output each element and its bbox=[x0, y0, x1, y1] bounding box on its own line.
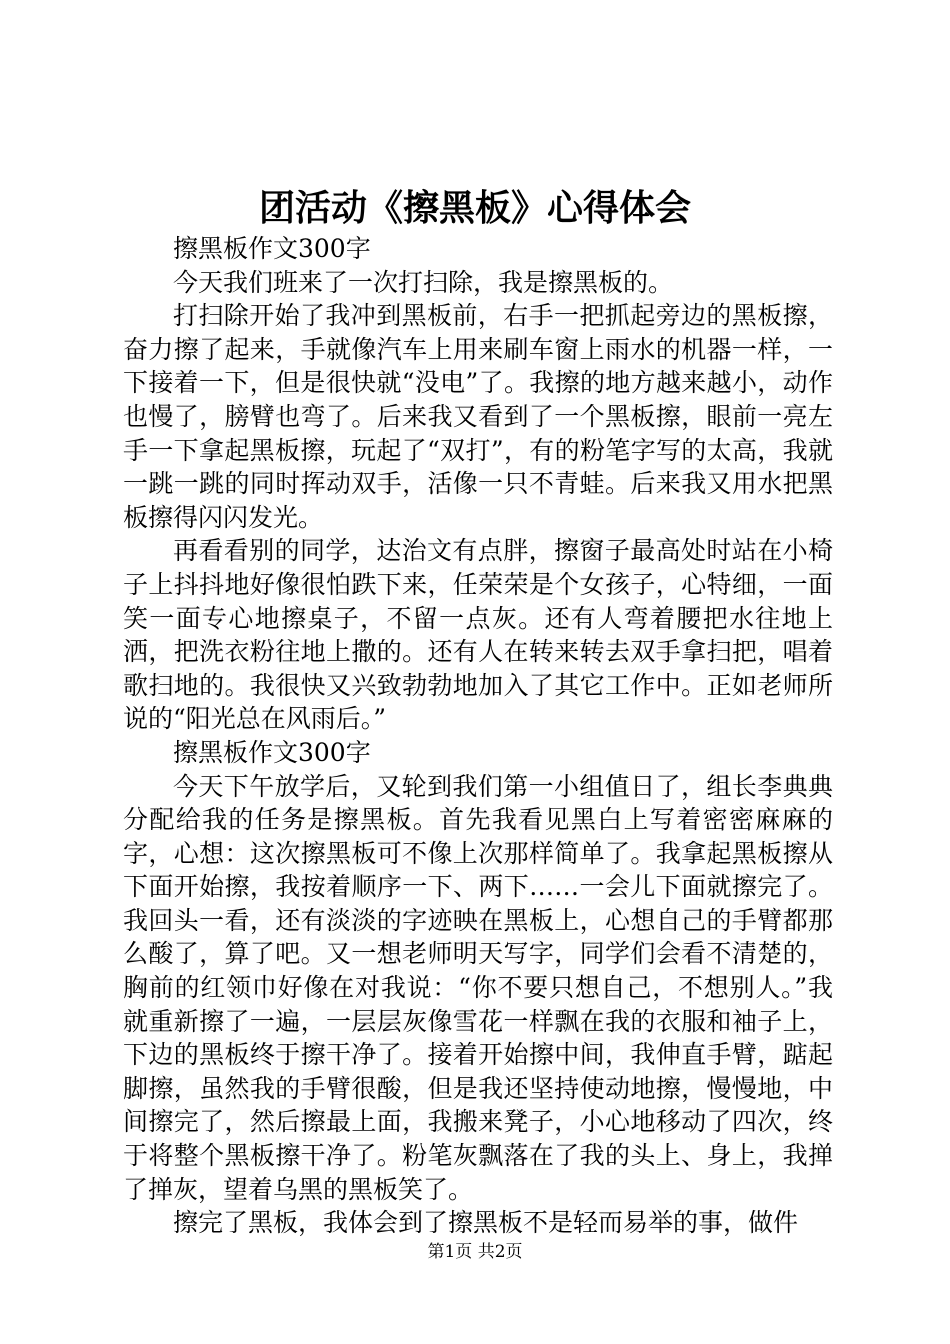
page-footer: 第1页 共2页 bbox=[427, 1242, 523, 1262]
paragraph: 打扫除开始了我冲到黑板前，右手一把抓起旁边的黑板擦，奋力擦了起来，手就像汽车上用来刷车窗上雨水的机器一样，一下接着一下，但是很快就“没电”了。我擦的地方越来越小，动作也慢了，膀臂也弯了。后来我又看到了一个黑板擦，眼前一亮左手一下拿起黑板擦，玩起了“双打”，有的粉笔字写的太高，我就一跳一跳的同时挥动双手，活像一只不青蛙。后来我又用水把黑板擦得闪闪发光。 bbox=[123, 301, 833, 532]
document-title: 团活动《擦黑板》心得体会 bbox=[258, 187, 691, 229]
paragraph: 擦黑板作文300字 bbox=[173, 234, 371, 263]
paragraph: 今天下午放学后，又轮到我们第一小组值日了，组长李典典分配给我的任务是擦黑板。首先我看见黑白上写着密密麻麻的字，心想：这次擦黑板可不像上次那样简单了。我拿起黑板擦从下面开始擦，我按着顺序一下、两下……一会儿下面就擦完了。我回头一看，还有淡淡的字迹映在黑板上，心想自己的手臂都那么酸了，算了吧。又一想老师明天写字，同学们会看不清楚的，胸前的红领巾好像在对我说：“你不要只想自己，不想别人。”我就重新擦了一遍，一层层灰像雪花一样飘在我的衣服和袖子上，下边的黑板终于擦干净了。接着开始擦中间，我伸直手臂，踮起脚擦，虽然我的手臂很酸，但是我还坚持使动地擦，慢慢地，中间擦完了，然后擦最上面，我搬来凳子，小心地移动了四次，终于将整个黑板擦干净了。粉笔灰飘落在了我的头上、身上，我掸了掸灰，望着乌黑的黑板笑了。 bbox=[123, 771, 833, 1204]
paragraph: 擦完了黑板，我体会到了擦黑板不是轻而易举的事，做件 bbox=[173, 1208, 799, 1238]
paragraph: 再看看别的同学，达治文有点胖，擦窗子最高处时站在小椅子上抖抖地好像很怕跌下来，任荣荣是个女孩子，心特细，一面笑一面专心地擦桌子，不留一点灰。还有人弯着腰把水往地上洒，把洗衣粉往地上撒的。还有人在转来转去双手拿扫把，唱着歌扫地的。我很快又兴致勃勃地加入了其它工作中。正如老师所说的“阳光总在风雨后。” bbox=[123, 536, 833, 734]
document-body bbox=[123, 232, 833, 1240]
paragraph: 今天我们班来了一次打扫除，我是擦黑板的。 bbox=[173, 267, 674, 297]
paragraph: 擦黑板作文300字 bbox=[173, 737, 371, 767]
